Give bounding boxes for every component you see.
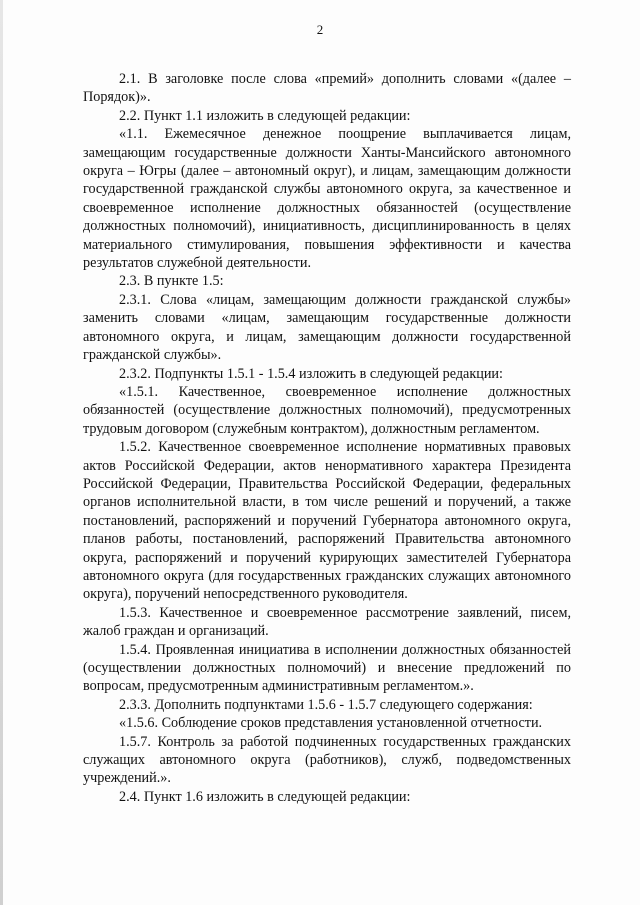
paragraph-2-2: 2.2. Пункт 1.1 изложить в следующей редакции:: [119, 107, 411, 124]
document-body: [83, 70, 571, 806]
paragraph-1-5-3: 1.5.3. Качественное и своевременное рассмотрение заявлений, писем, жалоб граждан и организаций.: [83, 604, 571, 640]
paragraph-1-5-7: 1.5.7. Контроль за работой подчиненных государственных гражданских служащих автономного округа (работников), служб, подведомственных учреждений.».: [83, 733, 571, 787]
paragraph-1-5-4: 1.5.4. Проявленная инициатива в исполнении должностных обязанностей (осуществлении должностных полномочий) и внесение предложений по вопросам, предусмотренным административным регламентом.».: [83, 641, 571, 695]
paragraph-1-5-1: «1.5.1. Качественное, своевременное исполнение должностных обязанностей (осуществление должностных полномочий), предусмотренных трудовым договором (служебным контрактом), должностным регламентом.: [83, 383, 571, 437]
paragraph-2-3-1: 2.3.1. Слова «лицам, замещающим должности гражданской службы» заменить словами «лицам, замещающим государственные должности автономного округа, и лицам, замещающим должности государственной гражданской службы».: [83, 291, 571, 364]
paragraph-1-5-2: 1.5.2. Качественное своевременное исполнение нормативных правовых актов Российской Федерации, актов ненормативного характера Президента Российской Федерации, Правительства Российской Федерации, федеральных органов исполнительной власти, в том числе решений и поручений, а также постановлений, распоряжений и поручений Губернатора автономного округа, планов работы, постановлений, распоряжений Правительства автономного округа, распоряжений и поручений курирующих заместителей Губернатора автономного округа (для государственных гражданских служащих автономного округа), поручений непосредственного руководителя.: [83, 439, 571, 603]
paragraph-1-5-6: «1.5.6. Соблюдение сроков представления установленной отчетности.: [119, 715, 543, 732]
page-number: 2: [316, 22, 324, 37]
paragraph-2-3-3: 2.3.3. Дополнить подпунктами 1.5.6 - 1.5.7 следующего содержания:: [119, 696, 533, 713]
scan-edge-shadow: [0, 0, 3, 905]
paragraph-2-1: 2.1. В заголовке после слова «премий» дополнить словами «(далее – Порядок)».: [83, 71, 571, 106]
paragraph-2-3: 2.3. В пункте 1.5:: [119, 273, 224, 290]
paragraph-1-1-text: «1.1. Ежемесячное денежное поощрение выплачивается лицам, замещающим государственные должности Ханты-Мансийского автономного округа – Югры (далее – автономный округ), и лицам, замещающим должности государственной гражданской службы автономного округа, за качественное и своевременное исполнение должностных обязанностей (осуществление должностных полномочий), инициативность, дисциплинированность в целях материального стимулирования, повышения эффективности и качества результатов служебной деятельности.: [83, 126, 571, 272]
paragraph-2-3-2: 2.3.2. Подпункты 1.5.1 - 1.5.4 изложить в следующей редакции:: [119, 365, 503, 382]
paragraph-2-4: 2.4. Пункт 1.6 изложить в следующей редакции:: [119, 788, 411, 805]
